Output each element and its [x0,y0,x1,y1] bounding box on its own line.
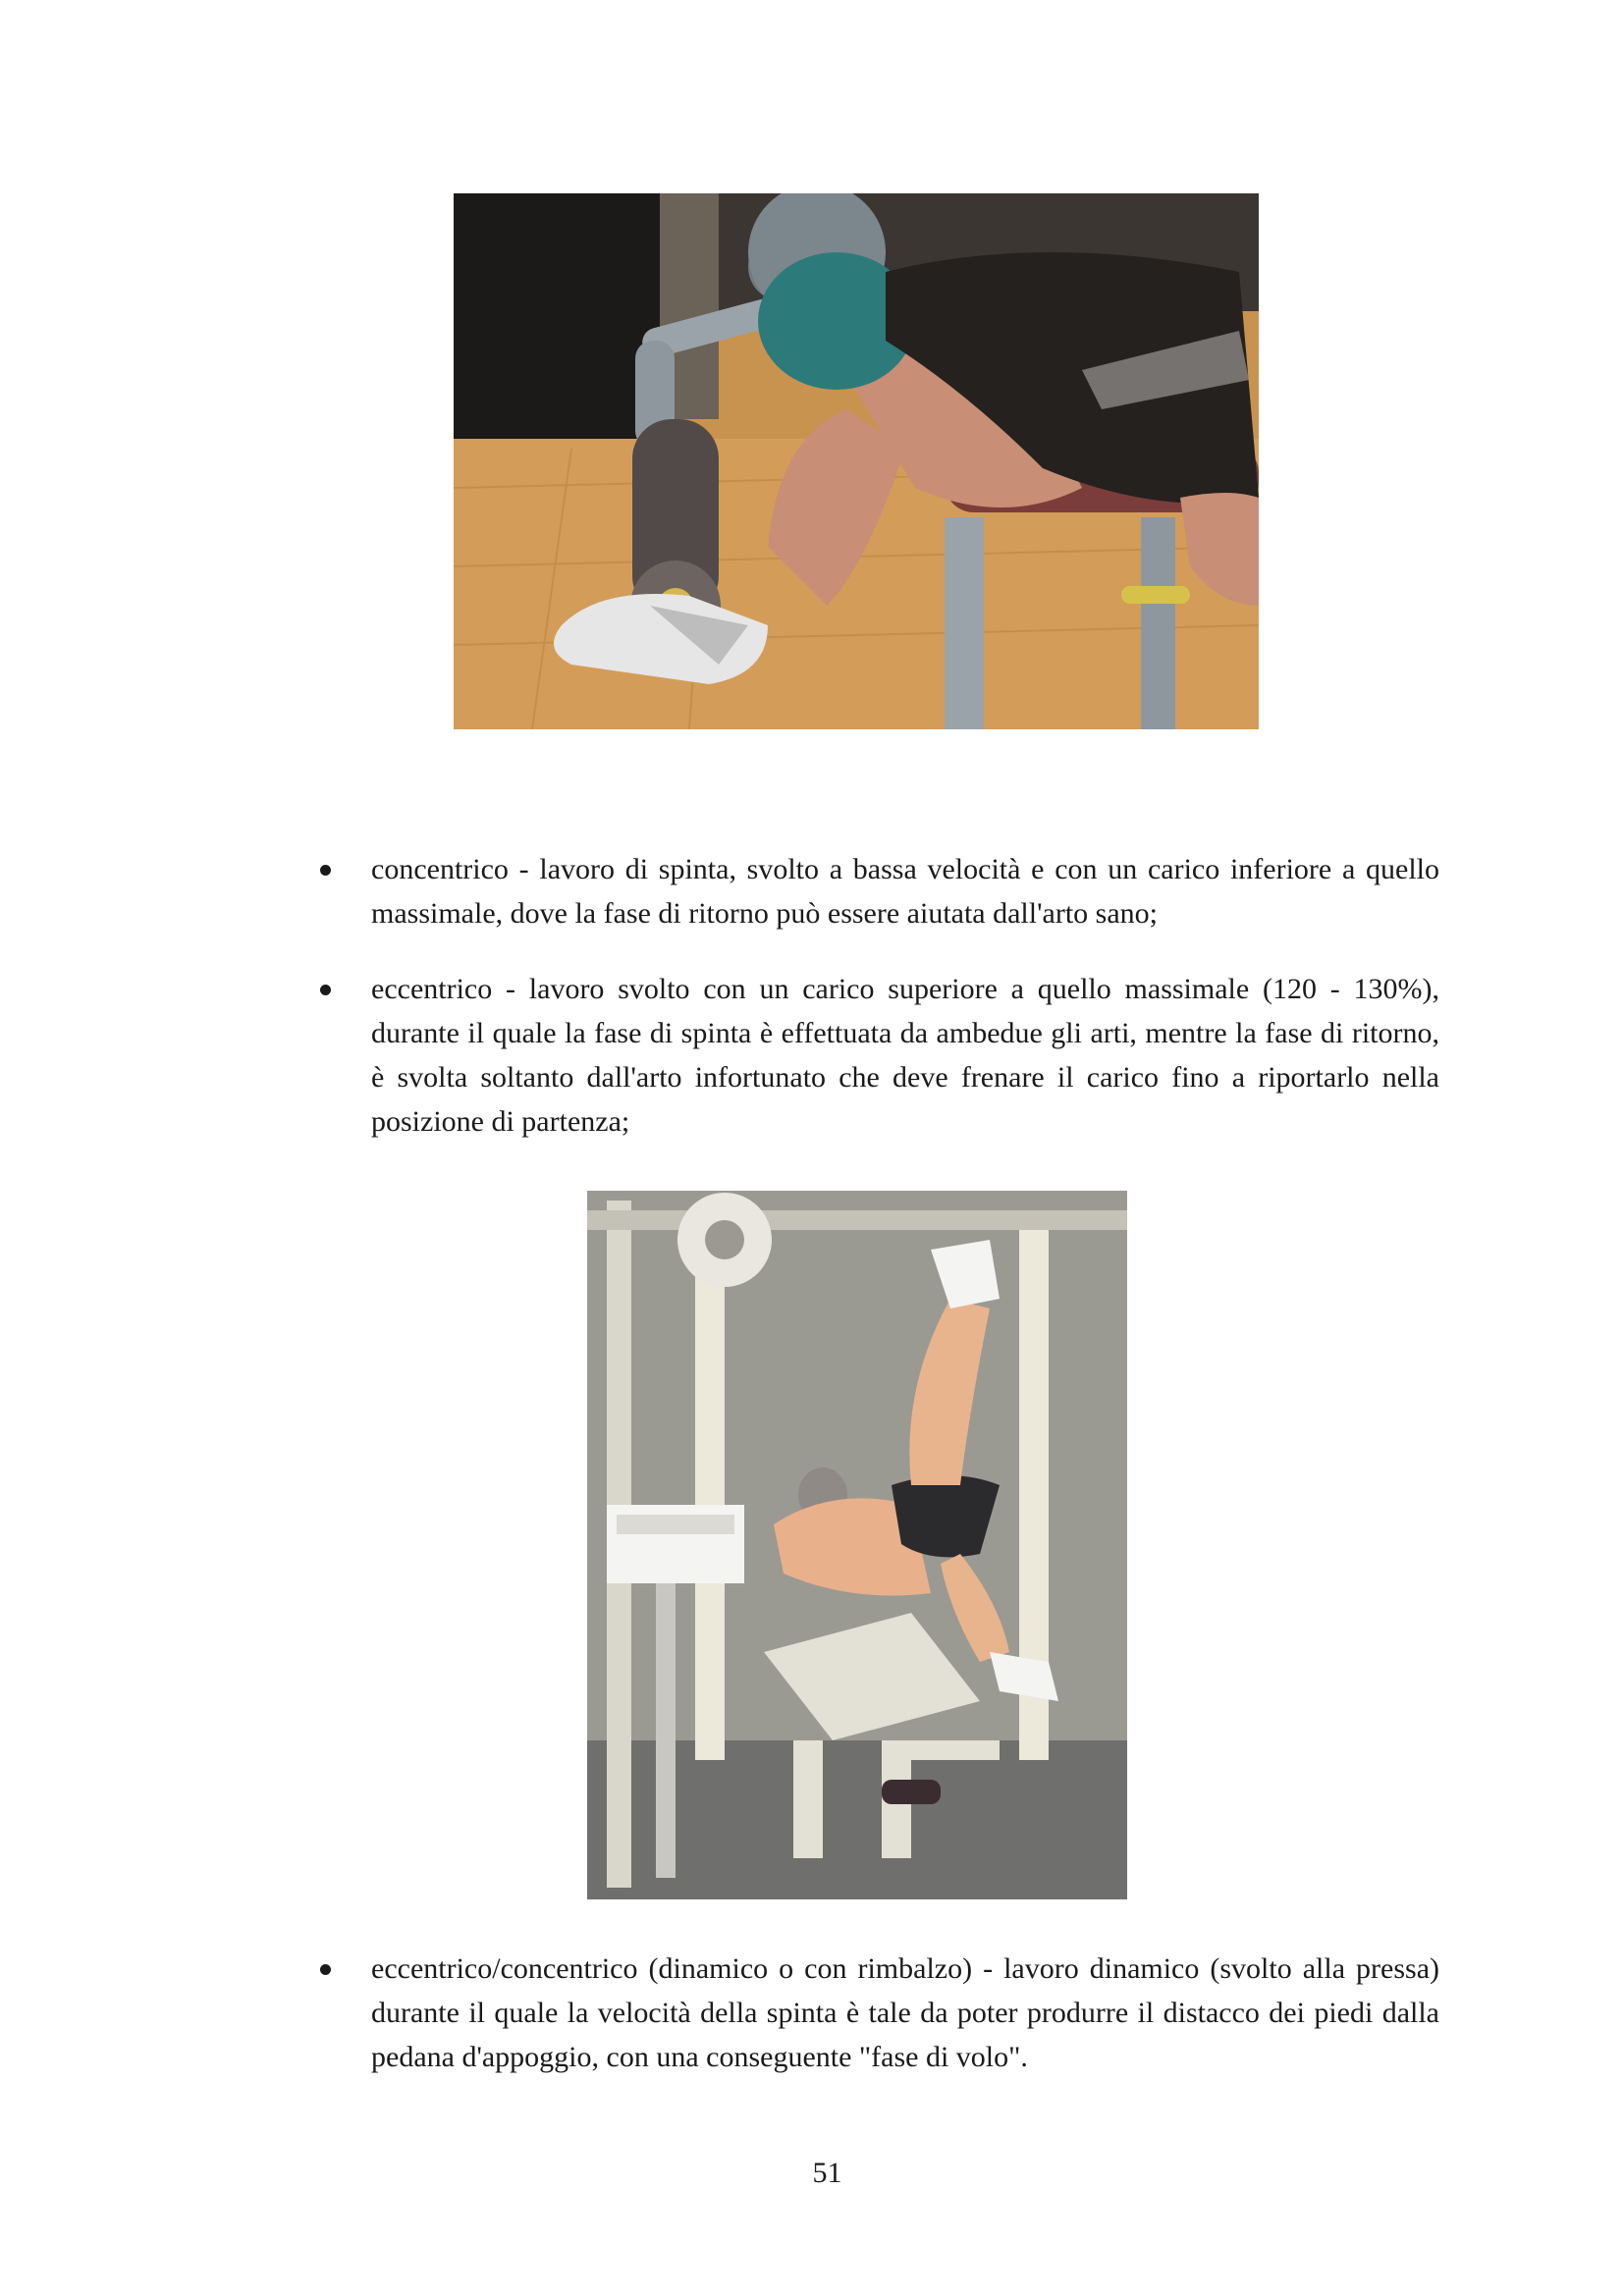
leg-press-illustration [587,1191,1127,1899]
page-number: 51 [812,2157,842,2189]
bullet-text: eccentrico/concentrico (dinamico o con rimbalzo) - lavoro dinamico (svolto alla pressa) durante il quale la velocità della spinta è tale da poter produrre il distacco dei piedi dalla pedana d'appoggio, con una conseguente "fase di volo". [371,1952,1439,2073]
bullet-item-concentric [320,847,1439,945]
bullet-text: concentrico - lavoro di spinta, svolto a bassa velocità e con un carico inferiore a quello massimale, dove la fase di ritorno può essere aiutata dall'arto sano; [371,853,1439,930]
bullet-dot-icon [320,1964,331,1975]
bullet-item-eccentric-concentric [320,1947,1439,2084]
bullet-item-eccentric [320,967,1439,1153]
leg-extension-illustration [454,193,1259,729]
bullet-dot-icon [320,985,331,995]
leg-press-photo [587,1191,1127,1899]
bullet-text: eccentrico - lavoro svolto con un carico superiore a quello massimale (120 - 130%), durante il quale la fase di spinta è effettuata da ambedue gli arti, mentre la fase di ritorno, è svolta soltanto dall'arto infortunato che deve frenare il carico fino a riportarlo nella posizione di partenza; [371,973,1439,1138]
bullet-dot-icon [320,865,331,876]
leg-extension-photo [454,193,1259,729]
